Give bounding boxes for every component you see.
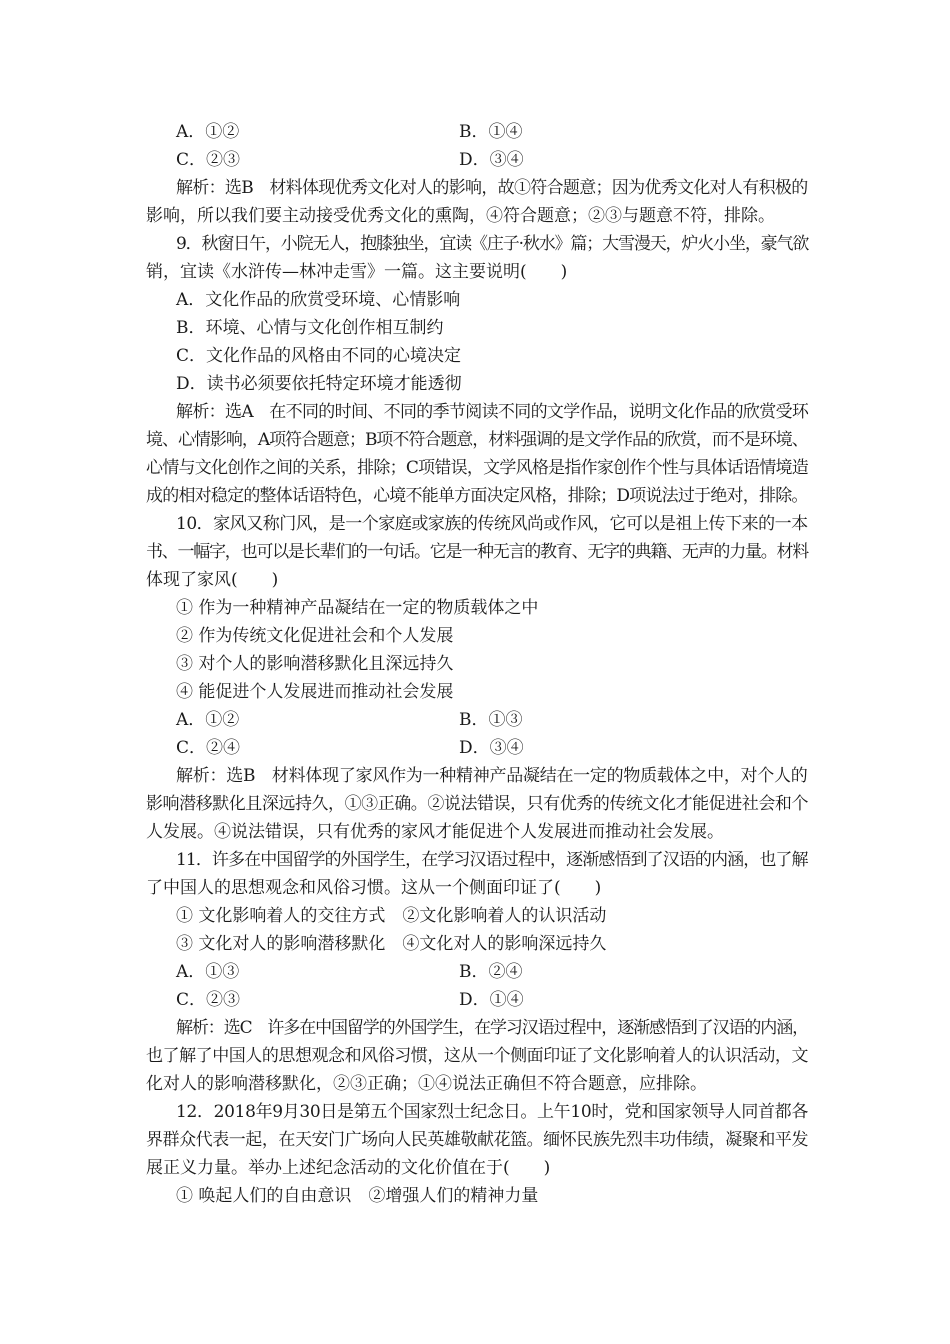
q9-option-b: B．环境、心情与文化创作相互制约	[176, 318, 444, 338]
q11-analysis-line: 也了解了中国人的思想观念和风俗习惯，这从一个侧面印证了文化影响着人的认识活动，文	[146, 1046, 808, 1066]
q10-statement-2: ② 作为传统文化促进社会和个人发展	[176, 626, 454, 646]
q8-analysis-line: 解析：选B 材料体现优秀文化对人的影响，故①符合题意；因为优秀文化对人有积极的	[176, 178, 808, 198]
q9-analysis-line: 成的相对稳定的整体话语特色，心境不能单方面决定风格，排除；D项说法过于绝对，排除。	[146, 486, 808, 506]
q9-option-d: D．读书必须要依托特定环境才能透彻	[176, 374, 462, 394]
q11-analysis-line: 化对人的影响潜移默化，②③正确；①④说法正确但不符合题意，应排除。	[146, 1074, 707, 1094]
q11-option-b: B．②④	[459, 962, 523, 982]
q8-option-a: A．①②	[176, 122, 240, 142]
q10-analysis-line: 人发展。④说法错误，只有优秀的家风才能促进个人发展进而推动社会发展。	[146, 822, 724, 842]
q9-stem-line: 9．秋窗日午，小院无人，抱膝独坐，宜读《庄子·秋水》篇；大雪漫天，炉火小坐，豪气欲	[176, 234, 809, 254]
q10-analysis-line: 影响潜移默化且深远持久，①③正确。②说法错误，只有优秀的传统文化才能促进社会和个	[146, 794, 808, 814]
q10-analysis-line: 解析：选B 材料体现了家风作为一种精神产品凝结在一定的物质载体之中，对个人的	[176, 766, 808, 786]
q9-analysis-line: 心情与文化创作之间的关系，排除；C项错误，文学风格是指作家创作个性与具体话语情境造	[146, 458, 809, 478]
q12-stem-line: 12．2018年9月30日是第五个国家烈士纪念日。上午10时，党和国家领导人同首都各	[176, 1102, 808, 1122]
q12-statements-1-2: ① 唤起人们的自由意识 ②增强人们的精神力量	[176, 1186, 539, 1206]
q12-stem-line: 界群众代表一起，在天安门广场向人民英雄敬献花篮。缅怀民族先烈丰功伟绩，凝聚和平发	[146, 1130, 808, 1150]
q10-stem-line: 书、一幅字，也可以是长辈们的一句话。它是一种无言的教育、无字的典籍、无声的力量。材料	[146, 542, 809, 562]
q10-option-b: B．①③	[459, 710, 523, 730]
q10-stem-line: 体现了家风( )	[146, 570, 279, 590]
q8-option-b: B．①④	[459, 122, 523, 142]
q9-option-a: A．文化作品的欣赏受环境、心情影响	[176, 290, 461, 310]
q10-option-a: A．①②	[176, 710, 240, 730]
q11-stem-line: 了中国人的思想观念和风俗习惯。这从一个侧面印证了( )	[146, 878, 602, 898]
q11-statements-1-2: ① 文化影响着人的交往方式 ②文化影响着人的认识活动	[176, 906, 607, 926]
q11-option-a: A．①③	[176, 962, 240, 982]
q10-option-d: D．③④	[459, 738, 524, 758]
q8-option-c: C．②③	[176, 150, 241, 170]
q11-option-d: D．①④	[459, 990, 524, 1010]
q8-analysis-line: 影响，所以我们要主动接受优秀文化的熏陶，④符合题意；②③与题意不符，排除。	[146, 206, 775, 226]
q10-stem-line: 10．家风又称门风，是一个家庭或家族的传统风尚或作风，它可以是祖上传下来的一本	[176, 514, 808, 534]
q9-stem-line: 销，宜读《水浒传—林冲走雪》一篇。这主要说明( )	[146, 262, 568, 282]
q11-stem-line: 11．许多在中国留学的外国学生，在学习汉语过程中，逐渐感悟到了汉语的内涵，也了解	[176, 850, 808, 870]
q11-option-c: C．②③	[176, 990, 241, 1010]
q10-statement-4: ④ 能促进个人发展进而推动社会发展	[176, 682, 454, 702]
q8-option-d: D．③④	[459, 150, 524, 170]
q9-analysis-line: 解析：选A 在不同的时间、不同的季节阅读不同的文学作品，说明文化作品的欣赏受环	[176, 402, 809, 422]
q9-analysis-line: 境、心情影响，A项符合题意；B项不符合题意，材料强调的是文学作品的欣赏，而不是环境、	[146, 430, 808, 450]
q9-option-c: C．文化作品的风格由不同的心境决定	[176, 346, 462, 366]
q10-option-c: C．②④	[176, 738, 241, 758]
q10-statement-1: ① 作为一种精神产品凝结在一定的物质载体之中	[176, 598, 539, 618]
q11-analysis-line: 解析：选C 许多在中国留学的外国学生，在学习汉语过程中，逐渐感悟到了汉语的内涵，	[176, 1018, 809, 1038]
q12-stem-line: 展正义力量。举办上述纪念活动的文化价值在于( )	[146, 1158, 551, 1178]
q10-statement-3: ③ 对个人的影响潜移默化且深远持久	[176, 654, 454, 674]
q11-statements-3-4: ③ 文化对人的影响潜移默化 ④文化对人的影响深远持久	[176, 934, 607, 954]
